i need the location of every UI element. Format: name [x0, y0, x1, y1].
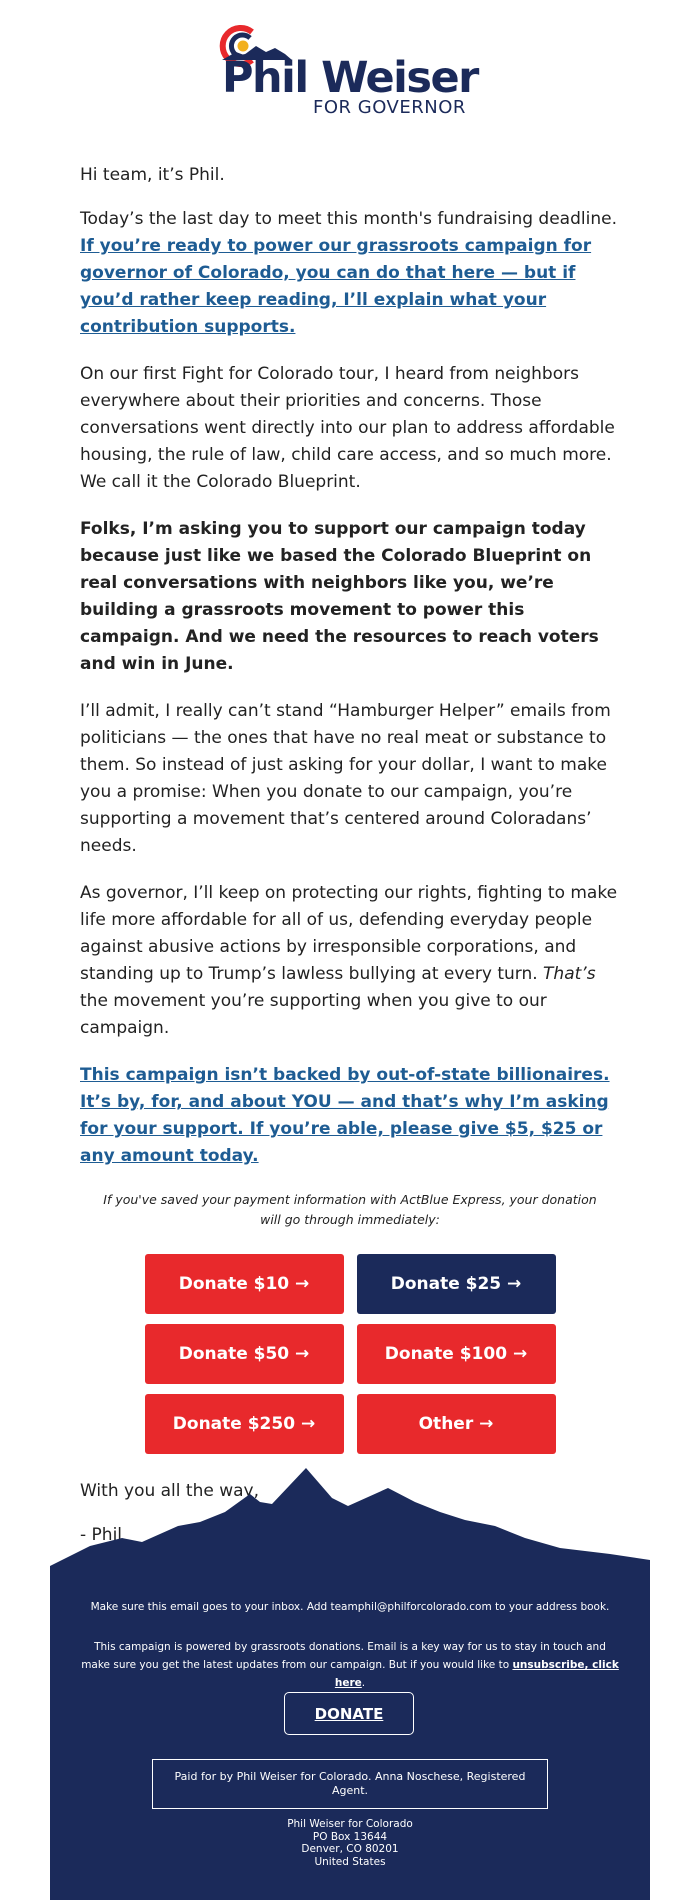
- brand-name: Phil Weiser: [222, 53, 478, 103]
- address-city: Denver, CO 80201: [301, 1843, 399, 1855]
- grassroots-text: This campaign is powered by grassroots donations. Email is a key way for us to stay in touch and make sure you get the latest updates from our campaign. But if you would like to: [81, 1641, 606, 1671]
- donate-25-button[interactable]: Donate $25 →: [357, 1254, 556, 1314]
- paragraph-tour: On our first Fight for Colorado tour, I heard from neighbors everywhere about their priorities and concerns. Those conversations went directly into our plan to address affordable housing, the rule of law, child care access, and so much more. We call it the Colorado Blueprint.: [80, 364, 615, 492]
- mailing-address: [50, 1818, 650, 1868]
- paragraph-governor: [80, 880, 620, 1042]
- closing-line: With you all the way,: [80, 1481, 259, 1501]
- governor-text-end: the movement you’re supporting when you give to our campaign.: [80, 991, 547, 1038]
- footer-donate-button[interactable]: DONATE: [284, 1692, 414, 1735]
- donate-button-grid: [145, 1254, 556, 1454]
- address-name: Phil Weiser for Colorado: [287, 1818, 413, 1830]
- footer: [50, 1579, 650, 1900]
- paragraph-ask: Folks, I’m asking you to support our campaign today because just like we based the Colorado Blueprint on real conversations with neighbors like you, we’re building a grassroots movement to power this campaign. And we need the resources to reach voters and win in June.: [80, 519, 599, 674]
- governor-text: As governor, I’ll keep on protecting our rights, fighting to make life more affordable for all of us, defending everyday people against abusive actions by irresponsible corporations, and standing up to Trump’s lawless bullying at every turn.: [80, 883, 618, 984]
- paragraph-deadline: [80, 206, 620, 341]
- paragraph-billionaires: [80, 1062, 620, 1170]
- actblue-express-note: If you've saved your payment information with ActBlue Express, your donation will go through immediately:: [103, 1192, 597, 1227]
- donate-other-button[interactable]: Other →: [357, 1394, 556, 1454]
- greeting: Hi team, it’s Phil.: [80, 165, 225, 185]
- donate-10-button[interactable]: Donate $10 →: [145, 1254, 344, 1314]
- donate-100-button[interactable]: Donate $100 →: [357, 1324, 556, 1384]
- address-country: United States: [314, 1855, 386, 1868]
- address-box: PO Box 13644: [312, 1830, 388, 1843]
- footer-mountain-silhouette: [50, 1468, 650, 1580]
- email-body: [80, 162, 620, 1566]
- governor-italic: That’s: [543, 964, 596, 984]
- paid-for-disclaimer: Paid for by Phil Weiser for Colorado. Anna Noschese, Registered Agent.: [152, 1759, 548, 1809]
- donate-50-button[interactable]: Donate $50 →: [145, 1324, 344, 1384]
- grassroots-note: [80, 1638, 620, 1692]
- donate-250-button[interactable]: Donate $250 →: [145, 1394, 344, 1454]
- unsubscribe-link[interactable]: unsubscribe, click here: [334, 1659, 619, 1689]
- paragraph-hamburger-helper: I’ll admit, I really can’t stand “Hamburger Helper” emails from politicians — the ones that have no real meat or substance to them. So instead of just asking for your dollar, I want to make you a promise: When you donate to our campaign, you’re supporting a movement that’s centered around Coloradans’ needs.: [80, 701, 611, 856]
- brand-subtitle: FOR GOVERNOR: [313, 97, 466, 118]
- grassroots-period: .: [361, 1677, 366, 1689]
- donate-amount-link[interactable]: This campaign isn’t backed by out-of-state billionaires. It’s by, for, and about YOU — and that’s why I’m asking for your support. If you’re able, please give $5, $25 or any amount today.: [80, 1065, 610, 1166]
- deadline-text: Today’s the last day to meet this month's fundraising deadline.: [80, 209, 617, 229]
- inbox-note: Make sure this email goes to your inbox. Add teamphil@philforcolorado.com to your address book.: [90, 1601, 610, 1613]
- donate-intro-link[interactable]: If you’re ready to power our grassroots campaign for governor of Colorado, you can do that here — but if you’d rather keep reading, I’ll explain what your contribution supports.: [80, 236, 592, 337]
- signature: - Phil: [80, 1525, 123, 1545]
